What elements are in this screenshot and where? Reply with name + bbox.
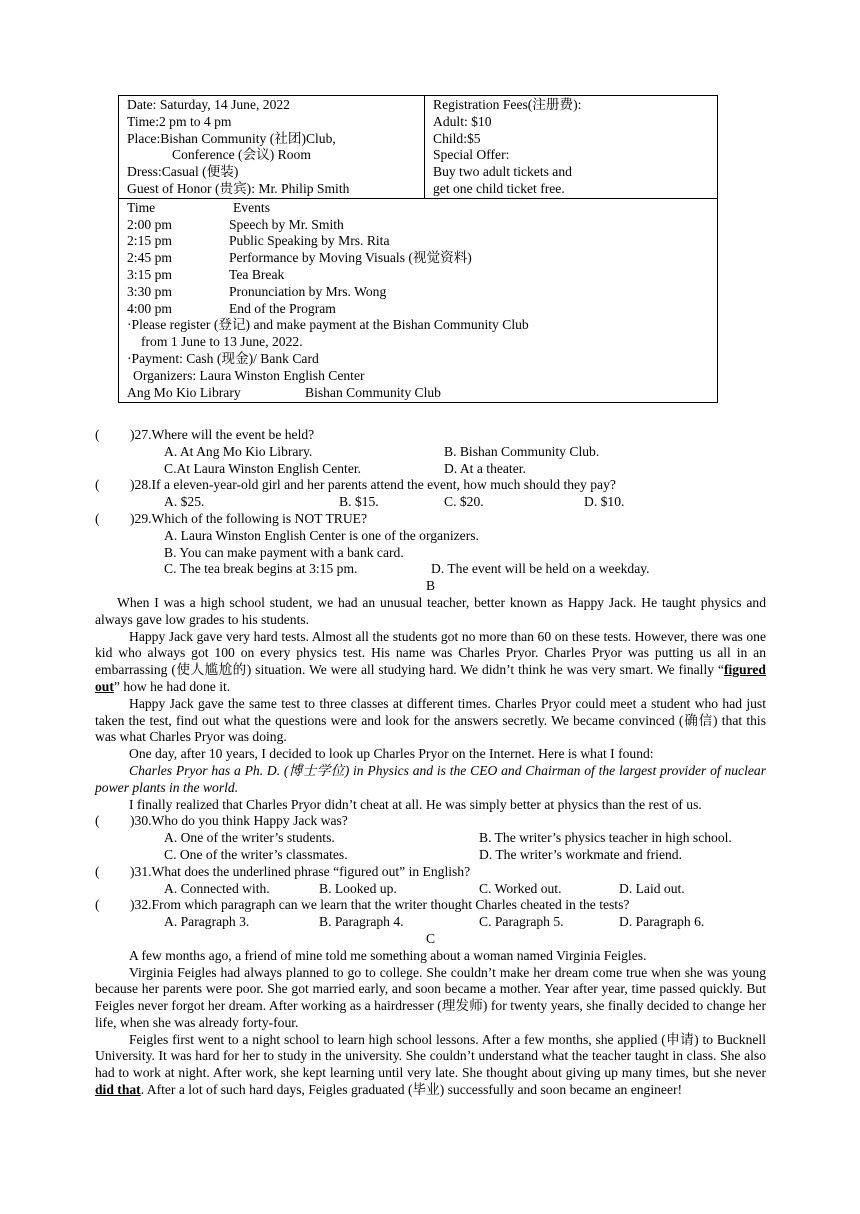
option-d[interactable]: D. Paragraph 6. [619,914,705,930]
schedule-header [127,200,717,217]
schedule-row [127,217,717,234]
section-b-title: B [425,578,436,594]
paragraph-text-end: . After a lot of such hard days, Feigles graduated (毕业) successfully and soon became an engineer! [140,1082,683,1098]
question-stem: )28.If a eleven-year-old girl and her parents attend the event, how much should they pay? [130,477,616,493]
event-name: End of the Program [229,300,336,316]
child-fee: Child:$5 [433,130,481,146]
question-27 [95,427,766,444]
fees-title: Registration Fees(注册费): [433,97,582,112]
passage-b-paragraph-2 [95,629,766,696]
option-d[interactable]: D. At a theater. [444,460,526,476]
special-offer-title: Special Offer: [433,147,510,163]
option-b[interactable]: B. $15. [339,494,379,510]
option-c[interactable]: C. Paragraph 5. [479,914,564,930]
answer-blank[interactable]: ( [95,427,100,442]
option-b[interactable]: B. You can make payment with a bank card. [164,544,404,560]
event-time: 3:15 pm [127,266,172,282]
option-b[interactable]: B. Bishan Community Club. [444,443,600,459]
option-d[interactable]: D. $10. [584,494,625,510]
dress-line: Dress:Casual (便装) [127,164,239,180]
organizer-library: Ang Mo Kio Library [127,384,241,400]
question-stem: )30.Who do you think Happy Jack was? [130,813,348,829]
option-d[interactable]: D. Laid out. [619,880,685,896]
organizer-club: Bishan Community Club [305,384,441,400]
option-d[interactable]: D. The writer’s workmate and friend. [479,846,682,862]
event-time: 2:45 pm [127,250,172,266]
underlined-phrase: figured out [95,662,766,694]
option-c[interactable]: C. The tea break begins at 3:15 pm. [164,561,358,577]
option-b[interactable]: B. Paragraph 4. [319,914,404,930]
options-row [95,444,766,461]
options-row [95,881,766,898]
option-a[interactable]: A. One of the writer’s students. [164,830,335,846]
register-line: ·Please register (登记) and make payment at the Bishan Community Club [127,317,529,333]
question-29 [95,511,766,528]
schedule-row [127,250,717,267]
question-32 [95,897,766,914]
paragraph-text: Happy Jack gave very hard tests. Almost all the students got no more than 60 on these tests. However, there was one kid who always got 100 on every physics test. His name was Charles Pryor. Charles Pryor was putting us all in an embarrassing (使人尴尬的) situation. We were all studying hard. We didn’t think he was very smart. We finally “ [95,628,766,678]
organizers-line: Organizers: Laura Winston English Center [133,367,365,383]
passage-c-paragraph-1: A few months ago, a friend of mine told me something about a woman named Virginia Feigles. [129,947,647,963]
place-line-2: Conference (会议) Room [172,147,311,163]
answer-blank[interactable]: ( [95,863,100,879]
option-b[interactable]: B. Looked up. [319,880,397,896]
question-stem: )31.What does the underlined phrase “figured out” in English? [130,863,471,879]
options-row [95,528,766,545]
special-offer-line-2: get one child ticket free. [433,180,565,196]
option-a[interactable]: A. Paragraph 3. [164,914,250,930]
question-28 [95,477,766,494]
passage-b-paragraph-3: Happy Jack gave the same test to three classes at different times. Charles Pryor could meet a student who had just taken the test, find out what the questions were and look for the answers secretly. We became convinced (确信) that this was what Charles Pryor was doing. [95,695,766,745]
underlined-phrase: did that [95,1082,141,1098]
answer-blank[interactable]: ( [95,813,100,829]
paragraph-text-end: ” how he had done it. [113,678,231,694]
schedule-cell [119,199,717,403]
options-row [95,545,766,562]
option-a[interactable]: A. At Ang Mo Kio Library. [164,443,313,459]
question-stem: )27.Where will the event be held? [130,427,315,442]
passage-c-paragraph-2: Virginia Feigles had always planned to go to college. She couldn’t make her dream come true when she was young because her parents were poor. She got married early, and soon became a mother. Year after year, time passed quickly. But Feigles never forgot her dream. After working as a hairdresser (理发师) for twenty years, she finally decided to change her life, when she was already forty-four. [95,964,766,1030]
paragraph-text: Feigles first went to a night school to learn high school lessons. After a few months, she applied (申请) to Bucknell University. It was hard for her to study in the university. She couldn’t understand what the teacher taught in class. She also had to work at night. After work, she kept learning until very late. She thought about giving up many times, but she never [95,1031,766,1081]
option-a[interactable]: A. $25. [164,494,205,510]
event-name: Performance by Moving Visuals (视觉资料) [229,250,472,266]
event-name: Tea Break [229,266,285,282]
answer-blank[interactable]: ( [95,510,100,526]
option-c[interactable]: C.At Laura Winston English Center. [164,460,362,476]
question-30 [95,813,766,830]
adult-fee: Adult: $10 [433,113,492,129]
event-time: 3:30 pm [127,283,172,299]
event-name: Public Speaking by Mrs. Rita [229,233,390,249]
time-header: Time [127,199,156,215]
options-row [95,830,766,847]
date-line: Date: Saturday, 14 June, 2022 [127,97,290,112]
option-d[interactable]: D. The event will be held on a weekday. [431,561,650,577]
schedule-row [127,267,717,284]
options-row [95,847,766,864]
notice-top-row [119,96,717,199]
passage-c-paragraph-3 [95,1032,766,1099]
option-c[interactable]: C. Worked out. [479,880,562,896]
schedule-row [127,301,717,318]
question-stem: )29.Which of the following is NOT TRUE? [130,510,367,526]
passage-b-paragraph-4: One day, after 10 years, I decided to look up Charles Pryor on the Internet. Here is what I found: [129,746,654,762]
payment-line: ·Payment: Cash (现金)/ Bank Card [127,350,319,366]
option-a[interactable]: A. Laura Winston English Center is one of the organizers. [164,527,479,543]
time-line: Time:2 pm to 4 pm [127,113,232,129]
event-name: Speech by Mr. Smith [229,216,344,232]
register-dates: from 1 June to 13 June, 2022. [141,334,303,350]
options-row [95,561,766,578]
fees-cell [425,96,717,198]
questions-content [95,427,766,1099]
option-c[interactable]: C. $20. [444,494,484,510]
event-time: 4:00 pm [127,300,172,316]
option-b[interactable]: B. The writer’s physics teacher in high school. [479,830,732,846]
passage-b-paragraph-5: Charles Pryor has a Ph. D. (博士学位) in Physics and is the CEO and Chairman of the largest provider of nuclear power plants in the world. [95,762,766,795]
event-time: 2:00 pm [127,216,172,232]
option-a[interactable]: A. Connected with. [164,880,270,896]
question-stem: )32.From which paragraph can we learn that the writer thought Charles cheated in the tests? [130,897,630,913]
options-row [95,494,766,511]
passage-b-paragraph-1: When I was a high school student, we had an unusual teacher, better known as Happy Jack. He taught physics and always gave low grades to his students. [95,594,766,627]
events-header: Events [233,199,270,215]
answer-blank[interactable]: ( [95,897,100,913]
passage-b-paragraph-6: I finally realized that Charles Pryor didn’t cheat at all. He was simply better at physics than the rest of us. [129,796,702,812]
event-notice-table [118,95,718,403]
question-31 [95,864,766,881]
event-time: 2:15 pm [127,233,172,249]
event-details-cell [119,96,425,198]
special-offer-line-1: Buy two adult tickets and [433,164,572,180]
option-c[interactable]: C. One of the writer’s classmates. [164,846,348,862]
organizers-line-2 [127,385,717,402]
place-line: Place:Bishan Community (社团)Club, [127,130,336,146]
options-row [95,461,766,478]
answer-blank[interactable]: ( [95,477,100,493]
schedule-row [127,233,717,250]
schedule-row [127,284,717,301]
event-name: Pronunciation by Mrs. Wong [229,283,387,299]
guest-line: Guest of Honor (贵宾): Mr. Philip Smith [127,180,350,196]
options-row [95,914,766,931]
section-c-title: C [425,930,436,946]
